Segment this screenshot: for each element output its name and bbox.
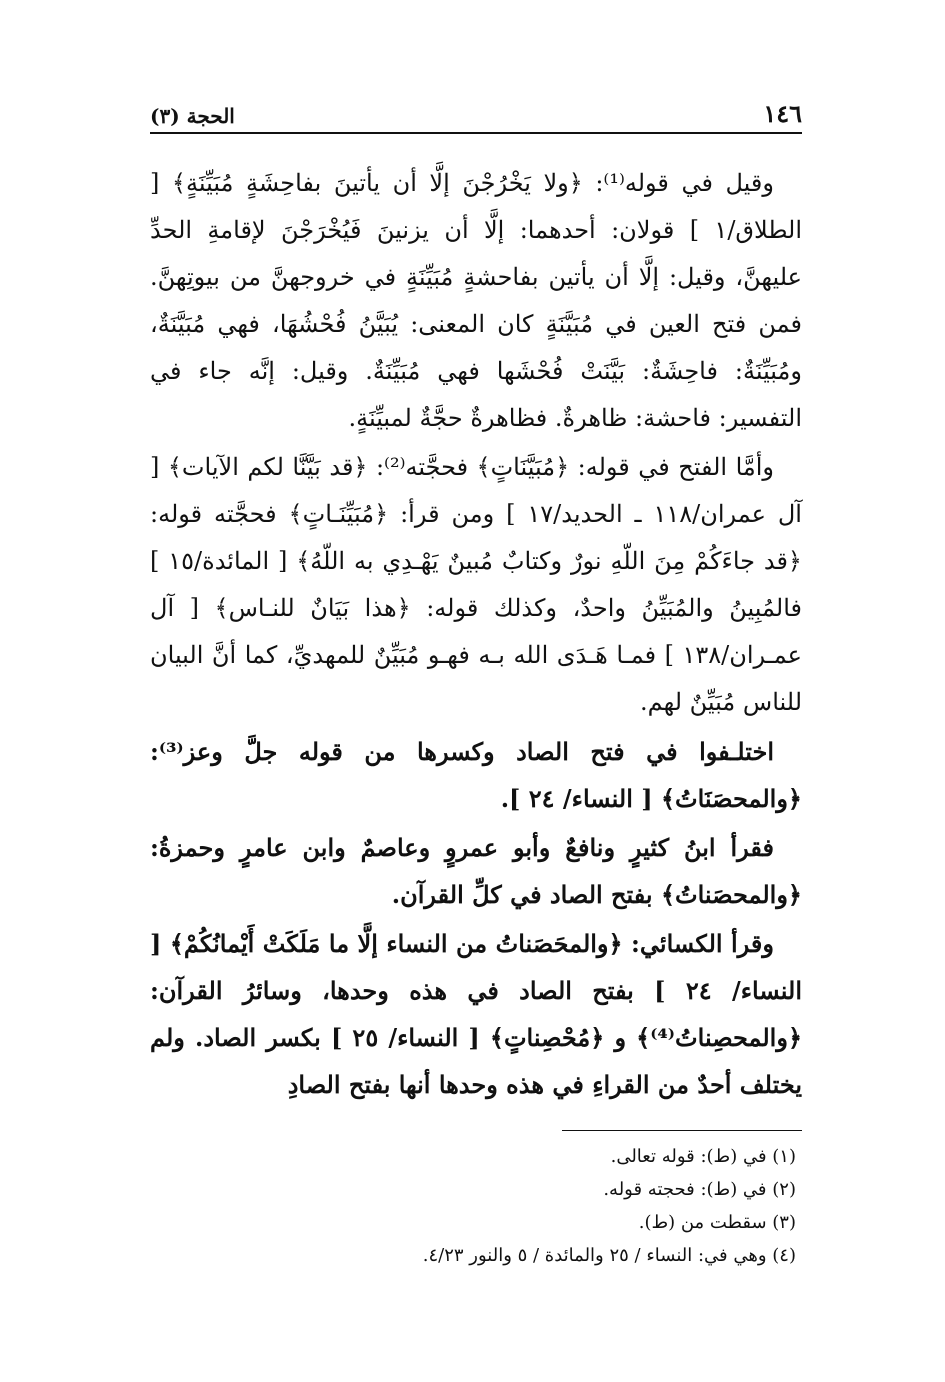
footnote-divider	[562, 1130, 802, 1131]
page-number: ١٤٦	[763, 99, 802, 128]
page-header	[150, 98, 802, 134]
running-title: الحجة (٣)	[150, 104, 235, 128]
footnote: (٣) سقطت من (ط).	[638, 1212, 796, 1233]
paragraph: وقيل في قوله⁽¹⁾: ﴿ولا يَخْرُجْنَ إلَّا أن يأتينَ بفاحِشَةٍ مُبَيِّنَةٍ﴾ [ الطلاق/١ ] قولان: أحدهما: إلَّا أن يزنينَ فَيُخْرَجْنَ لإقامةِ الحدِّ عليهنَّ، وقيل: إلَّا أن يأتين بفاحشةٍ مُبَيِّنَةٍ في خروجهنَّ من بيوتِهنَّ. فمن فتح العين في مُبَيَّنَةٍ كان المعنى: يُبَيَّنُ فُحْشُهَا، فهي مُبَيَّنَةٌ، ومُبَيِّنَةٌ: فاحِشَةٌ: بَيَّنَتْ فُحْشَها فهي مُبَيِّنَةٌ. وقيل: إنَّه جاء في التفسير: فاحشة: ظاهرةٌ. فظاهرةٌ حجَّةٌ لمبيِّنَةٍ.	[150, 169, 803, 432]
footnote: (١) في (ط): قوله تعالى.	[610, 1146, 796, 1167]
paragraph-bold: اختلـفوا في فتح الصاد وكسرها من قوله جلَّ وعز⁽³⁾: ﴿والمحصَنَاتُ﴾ [ النساء/ ٢٤ ].	[150, 737, 802, 813]
footnotes	[150, 1140, 806, 1272]
paragraph: وأمَّا الفتح في قوله: ﴿مُبَيَّنَاتٍ﴾ فحجَّته⁽²⁾: ﴿قد بَيَّنَّا لكم الآيات﴾ [ آل عمران/١١٨ ـ الحديد/١٧ ] ومن قرأ: ﴿مُبَيِّنَـاتٍ﴾ فحجَّته قوله: ﴿قد جاءَكُمْ مِنَ اللّهِ نورٌ وكتابٌ مُبينٌ يَهْـدِي به اللّهُ﴾ [ المائدة/١٥ ] فالمُبِينُ والمُبَيِّنُ واحدٌ، وكذلك قوله: ﴿هذا بَيَانٌ للنـاس﴾ [ آل عمـران/١٣٨ ] فمـا هَـدَى الله بـه فهـو مُبَيِّنٌ للمهديِّ، كما أنَّ البيان للناس مُبَيِّنٌ لهم.	[150, 453, 802, 716]
footnote: (٤) وهي في: النساء / ٢٥ والمائدة / ٥ والنور ٤/٢٣.	[422, 1245, 796, 1266]
paragraph-bold: وقرأ الكسائي: ﴿والمحَصَناتُ من النساء إلَّا ما مَلَكَتْ أَيْمانُكُمْ﴾ [ النساء/ ٢٤ ] بفتح الصاد في هذه وحدها، وسائرُ القرآن: ﴿والمحصِناتُ⁽⁴⁾﴾ و ﴿مُحْصِناتٍ﴾ [ النساء/ ٢٥ ] بكسر الصاد. ولم يختلف أحدٌ من القراءِ في هذه وحدها أنها بفتح الصادِ	[150, 929, 802, 1099]
footnote: (٢) في (ط): فحجته قوله.	[603, 1179, 796, 1200]
main-text	[150, 160, 802, 1108]
paragraph-bold: فقرأ ابنُ كثيرٍ ونافعٌ وأبو عمروٍ وعاصمٌ وابن عامرٍ وحمزةُ: ﴿والمحصَناتُ﴾ بفتح الصاد في كلِّ القرآن.	[150, 833, 802, 909]
